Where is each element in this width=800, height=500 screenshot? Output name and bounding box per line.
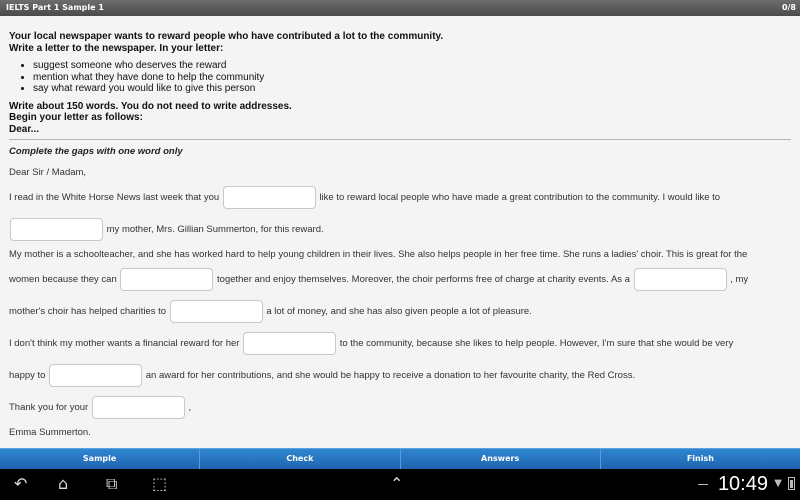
letter-text: I don't think my mother wants a financial reward for her: [9, 338, 240, 349]
prompt-line-1: Your local newspaper wants to reward people who have contributed a lot to the community.: [9, 31, 444, 42]
letter-text: to the community, because she likes to help people. However, I'm sure that she would be very: [339, 338, 734, 349]
app-title: IELTS Part 1 Sample 1: [6, 3, 104, 12]
instruction-text: Complete the gaps with one word only: [9, 146, 183, 157]
gap-input-4[interactable]: [634, 268, 727, 291]
battery-icon: [788, 477, 795, 490]
tab-check[interactable]: Check: [200, 449, 400, 469]
letter-line: [9, 182, 791, 214]
recent-apps-icon[interactable]: ⧉: [106, 474, 118, 493]
gap-input-5[interactable]: [170, 300, 263, 323]
letter-line: [9, 214, 791, 246]
letter-line: My mother is a schoolteacher, and she has worked hard to help young children in their lives. She also helps people in her free time. She runs a ladies' choir. This is great for the: [9, 249, 748, 260]
prompt-bullet: • suggest someone who deserves the reward: [33, 60, 791, 72]
letter-text: ,: [188, 402, 192, 413]
letter-text: like to reward local people who have made a great contribution to the community. I would like to: [319, 192, 721, 203]
letter-text: , my: [730, 274, 749, 285]
back-icon[interactable]: ↶: [14, 474, 28, 493]
home-icon[interactable]: ⌂: [58, 474, 69, 493]
bottom-tab-bar: [0, 448, 800, 469]
letter-text: women because they can: [9, 274, 117, 285]
letter-line: [9, 392, 791, 424]
prompt-line-4: Begin your letter as follows:: [9, 112, 143, 123]
letter-body: [9, 164, 791, 442]
gap-input-7[interactable]: [49, 364, 142, 387]
tab-sample[interactable]: Sample: [0, 449, 200, 469]
screenshot-icon[interactable]: ⬚: [152, 474, 168, 493]
letter-text: Thank you for your: [9, 402, 89, 413]
gap-input-6[interactable]: [243, 332, 336, 355]
letter-text: happy to: [9, 370, 46, 381]
gap-input-8[interactable]: [92, 396, 185, 419]
system-nav-bar: [0, 469, 800, 500]
letter-line: [9, 360, 791, 392]
prompt-line-3: Write about 150 words. You do not need to write addresses.: [9, 100, 292, 112]
letter-signoff: Emma Summerton.: [9, 427, 91, 438]
notification-dash: [698, 484, 708, 485]
wifi-icon: ▼: [774, 478, 782, 489]
task-prompt: [9, 31, 791, 135]
letter-text: my mother, Mrs. Gillian Summerton, for this reward.: [106, 224, 324, 235]
prompt-bullet: • mention what they have done to help the community: [33, 72, 791, 84]
prompt-line-5: Dear...: [9, 123, 40, 135]
letter-text: mother's choir has helped charities to: [9, 306, 167, 317]
letter-line: [9, 296, 791, 328]
exercise-content: [0, 16, 800, 448]
letter-greeting: Dear Sir / Madam,: [9, 167, 87, 178]
letter-line: [9, 264, 791, 296]
letter-line: [9, 328, 791, 360]
prompt-bullets: [33, 60, 791, 95]
gap-input-2[interactable]: [10, 218, 103, 241]
gap-input-3[interactable]: [120, 268, 213, 291]
divider: [9, 139, 791, 140]
prompt-bullet: • say what reward you would like to give this person: [33, 83, 791, 95]
title-bar: [0, 0, 800, 16]
progress-counter: 0/8: [781, 3, 796, 12]
gap-input-1[interactable]: [223, 186, 316, 209]
letter-text: a lot of money, and she has also given people a lot of pleasure.: [266, 306, 532, 317]
status-clock: 10:49: [717, 473, 768, 495]
tab-answers[interactable]: Answers: [401, 449, 601, 469]
prompt-line-2: Write a letter to the newspaper. In your letter:: [9, 42, 224, 54]
letter-text: together and enjoy themselves. Moreover, the choir performs free of charge at charity events. As a: [217, 274, 630, 285]
chevron-up-icon[interactable]: ⌃: [390, 474, 404, 493]
tab-finish[interactable]: Finish: [686, 454, 714, 463]
letter-text: an award for her contributions, and she would be happy to receive a donation to her favourite charity, the Red Cross.: [145, 370, 636, 381]
letter-text: I read in the White Horse News last week that you: [9, 192, 220, 203]
